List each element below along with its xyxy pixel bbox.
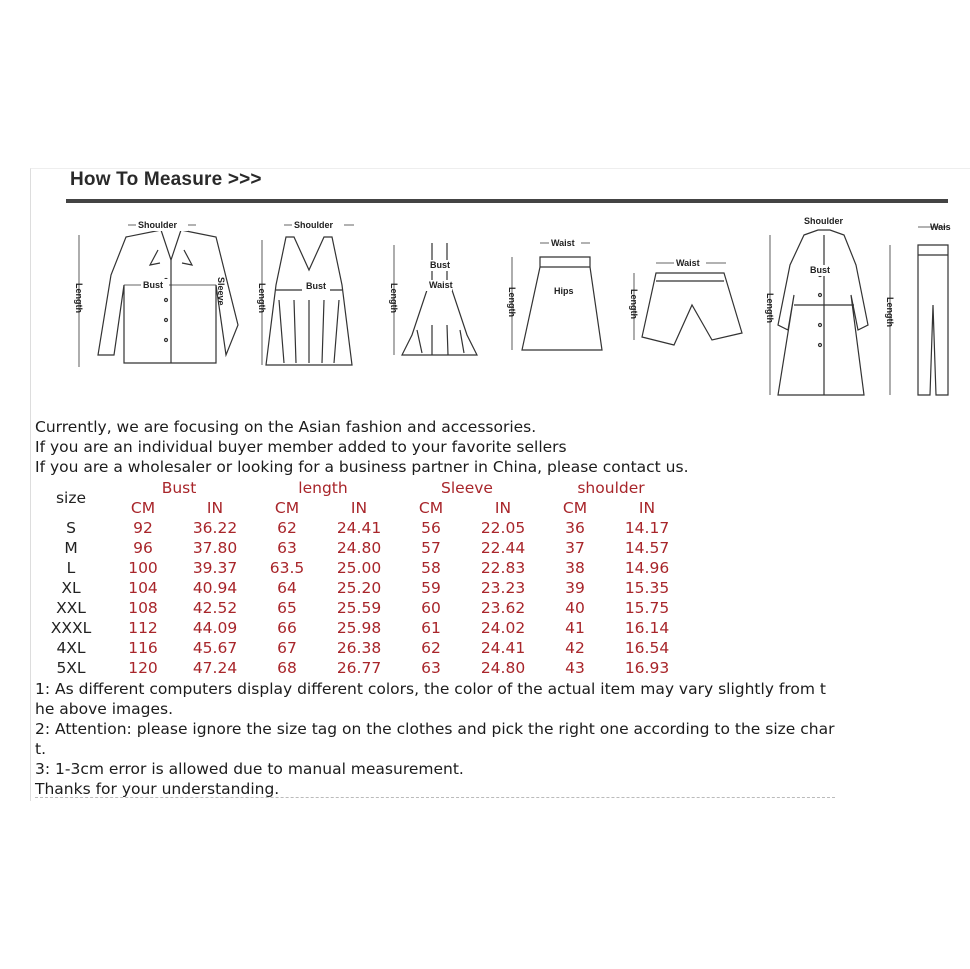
- measurement-cell: 40.94: [192, 579, 238, 597]
- size-row: [35, 558, 683, 578]
- measurement-cell: 36.22: [192, 519, 238, 537]
- group-shoulder: shoulder: [577, 479, 645, 497]
- measurement-cell: 43: [565, 659, 585, 677]
- measurement-cell: 40: [565, 599, 585, 617]
- unit-in: IN: [638, 499, 656, 517]
- unit-in: IN: [494, 499, 512, 517]
- measurement-cell: 120: [128, 659, 158, 677]
- size-label-cell: L: [66, 559, 76, 577]
- measurement-cell: 58: [421, 559, 441, 577]
- measurement-cell: 36: [565, 519, 585, 537]
- measurement-cell: 92: [133, 519, 153, 537]
- measurement-diagrams: [66, 205, 951, 410]
- measurement-cell: 23.62: [480, 599, 526, 617]
- size-header: size: [55, 489, 87, 507]
- intro-line: Currently, we are focusing on the Asian fashion and accessories.: [35, 418, 537, 436]
- label-shorts-waist: Waist: [676, 258, 700, 268]
- measurement-cell: 63: [421, 659, 441, 677]
- size-row: [35, 538, 683, 558]
- measurement-cell: 24.02: [480, 619, 526, 637]
- measurement-cell: 57: [421, 539, 441, 557]
- label-skirt-waist: Waist: [551, 238, 575, 248]
- unit-cm: CM: [562, 499, 588, 517]
- measurement-cell: 23.23: [480, 579, 526, 597]
- label-tank-shoulder: Shoulder: [294, 220, 334, 230]
- note-line: 3: 1-3cm error is allowed due to manual measurement.: [35, 760, 464, 778]
- measurement-cell: 100: [128, 559, 158, 577]
- measurement-cell: 112: [128, 619, 158, 637]
- measurement-cell: 61: [421, 619, 441, 637]
- label-blouse-length: Length: [74, 283, 84, 313]
- label-skirt-hips: Hips: [554, 286, 574, 296]
- label-dress-length: Length: [389, 283, 399, 313]
- diagram-trousers: [885, 222, 951, 395]
- label-coat-bust: Bust: [810, 265, 830, 275]
- measurement-cell: 44.09: [192, 619, 238, 637]
- note-line: t.: [35, 740, 47, 758]
- measurement-cell: 14.57: [624, 539, 670, 557]
- measurement-cell: 39: [565, 579, 585, 597]
- note-line: he above images.: [35, 700, 174, 718]
- size-label-cell: XL: [61, 579, 81, 597]
- size-row: [35, 658, 683, 678]
- label-blouse-sleeve: Sleeve: [216, 277, 226, 306]
- size-row: [35, 638, 683, 658]
- measurement-cell: 60: [421, 599, 441, 617]
- measurement-cell: 26.77: [336, 659, 382, 677]
- unit-cm: CM: [274, 499, 300, 517]
- unit-cm: CM: [130, 499, 156, 517]
- note-line: 1: As different computers display different colors, the color of the actual item may vary slightly from t: [35, 680, 826, 698]
- measurement-cell: 15.75: [624, 599, 670, 617]
- measurement-cell: 63: [277, 539, 297, 557]
- measurement-cell: 14.17: [624, 519, 670, 537]
- size-chart-group-header: [35, 478, 683, 498]
- measurement-cell: 59: [421, 579, 441, 597]
- notes: [35, 679, 835, 799]
- measurement-cell: 22.44: [480, 539, 526, 557]
- measurement-cell: 14.96: [624, 559, 670, 577]
- measurement-cell: 24.41: [480, 639, 526, 657]
- measurement-cell: 62: [277, 519, 297, 537]
- label-blouse-shoulder: Shoulder: [138, 220, 178, 230]
- group-sleeve: Sleeve: [441, 479, 493, 497]
- size-row: [35, 518, 683, 538]
- measurement-cell: 24.41: [336, 519, 382, 537]
- measurement-cell: 104: [128, 579, 158, 597]
- measurement-cell: 47.24: [192, 659, 238, 677]
- unit-in: IN: [350, 499, 368, 517]
- diagram-dress: [389, 243, 477, 355]
- group-length: length: [298, 479, 348, 497]
- diagram-coat: [765, 216, 868, 395]
- diagram-skirt: [507, 237, 602, 350]
- size-chart-body: [35, 518, 683, 678]
- measurement-cell: 22.05: [480, 519, 526, 537]
- unit-in: IN: [206, 499, 224, 517]
- measurement-cell: 116: [128, 639, 158, 657]
- measurement-cell: 37: [565, 539, 585, 557]
- diagram-blouse: [74, 219, 238, 367]
- label-blouse-bust: Bust: [143, 280, 163, 290]
- label-skirt-length: Length: [507, 287, 517, 317]
- size-label-cell: XXXL: [50, 619, 92, 637]
- size-label-cell: M: [64, 539, 78, 557]
- measurement-cell: 65: [277, 599, 297, 617]
- size-label-cell: S: [66, 519, 76, 537]
- measurement-cell: 16.54: [624, 639, 670, 657]
- size-row: [35, 578, 683, 598]
- intro-text: [35, 417, 689, 477]
- measurement-cell: 42.52: [192, 599, 238, 617]
- size-label-cell: XXL: [56, 599, 86, 617]
- measurement-cell: 38: [565, 559, 585, 577]
- measurement-cell: 39.37: [192, 559, 238, 577]
- page-title: How To Measure >>>: [70, 169, 262, 190]
- measurement-cell: 67: [277, 639, 297, 657]
- size-label-cell: 4XL: [56, 639, 86, 657]
- note-line: 2: Attention: please ignore the size tag on the clothes and pick the right one according to the size char: [35, 720, 835, 738]
- label-shorts-length: Length: [629, 289, 639, 319]
- unit-cm: CM: [418, 499, 444, 517]
- measurement-cell: 25.59: [336, 599, 382, 617]
- size-chart-unit-header: [35, 498, 683, 518]
- label-coat-shoulder: Shoulder: [804, 216, 844, 226]
- measurement-cell: 15.35: [624, 579, 670, 597]
- measurement-cell: 16.14: [624, 619, 670, 637]
- intro-line: If you are a wholesaler or looking for a business partner in China, please contact us.: [35, 458, 689, 476]
- size-row: [35, 598, 683, 618]
- measurement-cell: 24.80: [336, 539, 382, 557]
- measurement-cell: 16.93: [624, 659, 670, 677]
- label-trousers-length: Length: [885, 297, 895, 327]
- intro-line: If you are an individual buyer member added to your favorite sellers: [35, 438, 567, 456]
- measurement-cell: 68: [277, 659, 297, 677]
- measurement-cell: 42: [565, 639, 585, 657]
- measurement-cell: 37.80: [192, 539, 238, 557]
- measurement-cell: 66: [277, 619, 297, 637]
- label-tank-length: Length: [257, 283, 267, 313]
- note-line: Thanks for your understanding.: [35, 780, 280, 798]
- size-row: [35, 618, 683, 638]
- measurement-cell: 24.80: [480, 659, 526, 677]
- bottom-divider: [35, 797, 835, 798]
- label-tank-bust: Bust: [306, 281, 326, 291]
- measurement-cell: 108: [128, 599, 158, 617]
- measurement-cell: 45.67: [192, 639, 238, 657]
- measurement-cell: 41: [565, 619, 585, 637]
- measurement-cell: 22.83: [480, 559, 526, 577]
- diagram-shorts: [629, 257, 742, 345]
- measurement-cell: 25.20: [336, 579, 382, 597]
- measurement-cell: 63.5: [269, 559, 305, 577]
- measurement-cell: 25.98: [336, 619, 382, 637]
- label-trousers-waist: Wais: [930, 222, 951, 232]
- title-divider: [66, 199, 948, 203]
- size-label-cell: 5XL: [56, 659, 86, 677]
- label-dress-bust: Bust: [430, 260, 450, 270]
- group-bust: Bust: [161, 479, 197, 497]
- size-chart-table: [35, 478, 683, 678]
- measurement-cell: 56: [421, 519, 441, 537]
- label-coat-length: Length: [765, 293, 775, 323]
- measurement-cell: 25.00: [336, 559, 382, 577]
- diagram-tank-top: [257, 219, 354, 365]
- measurement-cell: 26.38: [336, 639, 382, 657]
- measurement-cell: 62: [421, 639, 441, 657]
- measurement-cell: 96: [133, 539, 153, 557]
- label-dress-waist: Waist: [429, 280, 453, 290]
- measurement-cell: 64: [277, 579, 297, 597]
